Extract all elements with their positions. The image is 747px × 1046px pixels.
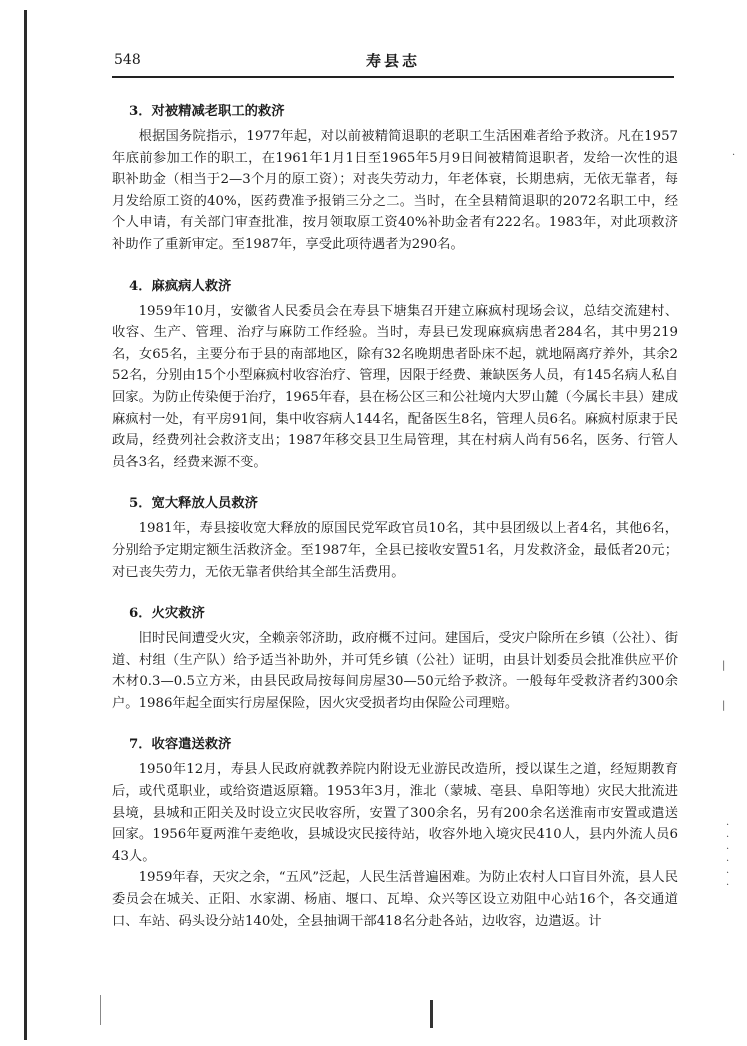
section-fire-relief bbox=[112, 604, 678, 714]
page-edge-scan-line bbox=[24, 10, 27, 1040]
section-heading: 7．收容遣送救济 bbox=[129, 737, 232, 753]
page-body bbox=[112, 102, 678, 953]
page-number: 548 bbox=[114, 52, 141, 68]
scan-speck: | bbox=[722, 700, 726, 711]
paragraph: 1959年10月，安徽省人民委员会在寿县下塘集召开建立麻疯村现场会议，总结交流建村、收容、生产、管理、治疗与麻防工作经验。当时，寿县已发现麻疯病患者284名，其中男219名，女65名，主要分布于县的南部地区，除有32名晚期患者卧床不起，就地隔离疗养外，其余252名，分别由15个小型麻疯村收容治疗、管理，因限于经费、兼缺医务人员，有145名病人私自回家。为防止传染便于治疗，1965年春，县在杨公区三和公社境内大罗山麓（今属长丰县）建成麻疯村一处，有平房91间，集中收容病人144名，配备医生8名，管理人员6名。麻疯村原隶于民政局，经费列社会救济支出；1987年移交县卫生局管理，其在村病人尚有56名，医务、行管人员各3名，经费来源不变。 bbox=[112, 303, 678, 470]
scan-artifact-line bbox=[100, 995, 101, 1025]
scan-artifact-bar bbox=[430, 1000, 433, 1028]
paragraph: 旧时民间遭受火灾，全赖亲邻济助，政府概不过问。建国后，受灾户除所在乡镇（公社）、街道、村组（生产队）给予适当补助外，并可凭乡镇（公社）证明，由县计划委员会批准供应平价木材0.3—0.5立方米，由县民政局按每间房屋30—50元给予救济。一般每年受救济者约300余户。1986年起全面实行房屋保险，因火灾受损者均由保险公司理赔。 bbox=[112, 631, 678, 711]
paragraph: 根据国务院指示，1977年起，对以前被精简退职的老职工生活困难者给予救济。凡在1957年底前参加工作的职工，在1961年1月1日至1965年5月9日间被精简退职者，发给一次性的退职补助金（相当于2—3个月的原工资）；对丧失劳动力，年老体衰，长期患病，无依无靠者，每月发给原工资的40%，医药费准予报销三分之二。当时，在全县精简退职的2072名职工中，经个人申请，有关部门审查批准，按月领取原工资40%补助金者有222名。1983年，对此项救济补助作了重新审定。至1987年，享受此项待遇者为290名。 bbox=[112, 129, 678, 252]
section-heading: 3．对被精减老职工的救济 bbox=[129, 104, 285, 119]
section-shelter-repatriation-relief bbox=[112, 735, 678, 932]
running-title: 寿县志 bbox=[365, 52, 420, 70]
paragraph: 1981年，寿县接收宽大释放的原国民党军政官员10名，其中县团级以上者4名，其他6名，分别给予定期定额生活救济金。至1987年，全县已接收安置51名，月发救济金，最低者20元；对已丧失劳力，无依无靠者供给其全部生活费用。 bbox=[112, 521, 678, 580]
section-heading: 4．麻疯病人救济 bbox=[129, 278, 232, 294]
scan-speck: · · · · · · bbox=[726, 820, 730, 891]
section-released-persons-relief bbox=[112, 494, 678, 583]
scan-speck: | bbox=[722, 660, 726, 671]
section-leprosy-relief bbox=[112, 277, 678, 474]
scan-speck: · bbox=[732, 150, 736, 161]
paragraph: 1959年春，天灾之余，“五风”泛起，人民生活普遍困难。为防止农村人口盲目外流，县人民委员会在城关、正阳、水家湖、杨庙、堰口、瓦埠、众兴等区设立劝阻中心站16个，各交通道口、车站、码头设分站140处，全县抽调干部418名分赴各站，边收容，边遣返。计 bbox=[112, 870, 679, 929]
page-header bbox=[112, 50, 674, 78]
section-retired-workers-relief bbox=[112, 102, 678, 256]
section-heading: 6．火灾救济 bbox=[129, 606, 205, 622]
section-heading: 5．宽大释放人员救济 bbox=[129, 496, 258, 512]
paragraph: 1950年12月，寿县人民政府就教养院内附设无业游民改造所，授以谋生之道，经短期教育后，或代觅职业，或给资遣返原籍。1953年3月，淮北（蒙城、亳县、阜阳等地）灾民大批流进县境，县城和正阳关及时设立灾民收容所，安置了300余名，另有200余名送淮南市安置或遣送回家。1956年夏两淮午麦绝收，县城设灾民接待站，收容外地入境灾民410人，县内外流人员643人。 bbox=[112, 762, 678, 864]
